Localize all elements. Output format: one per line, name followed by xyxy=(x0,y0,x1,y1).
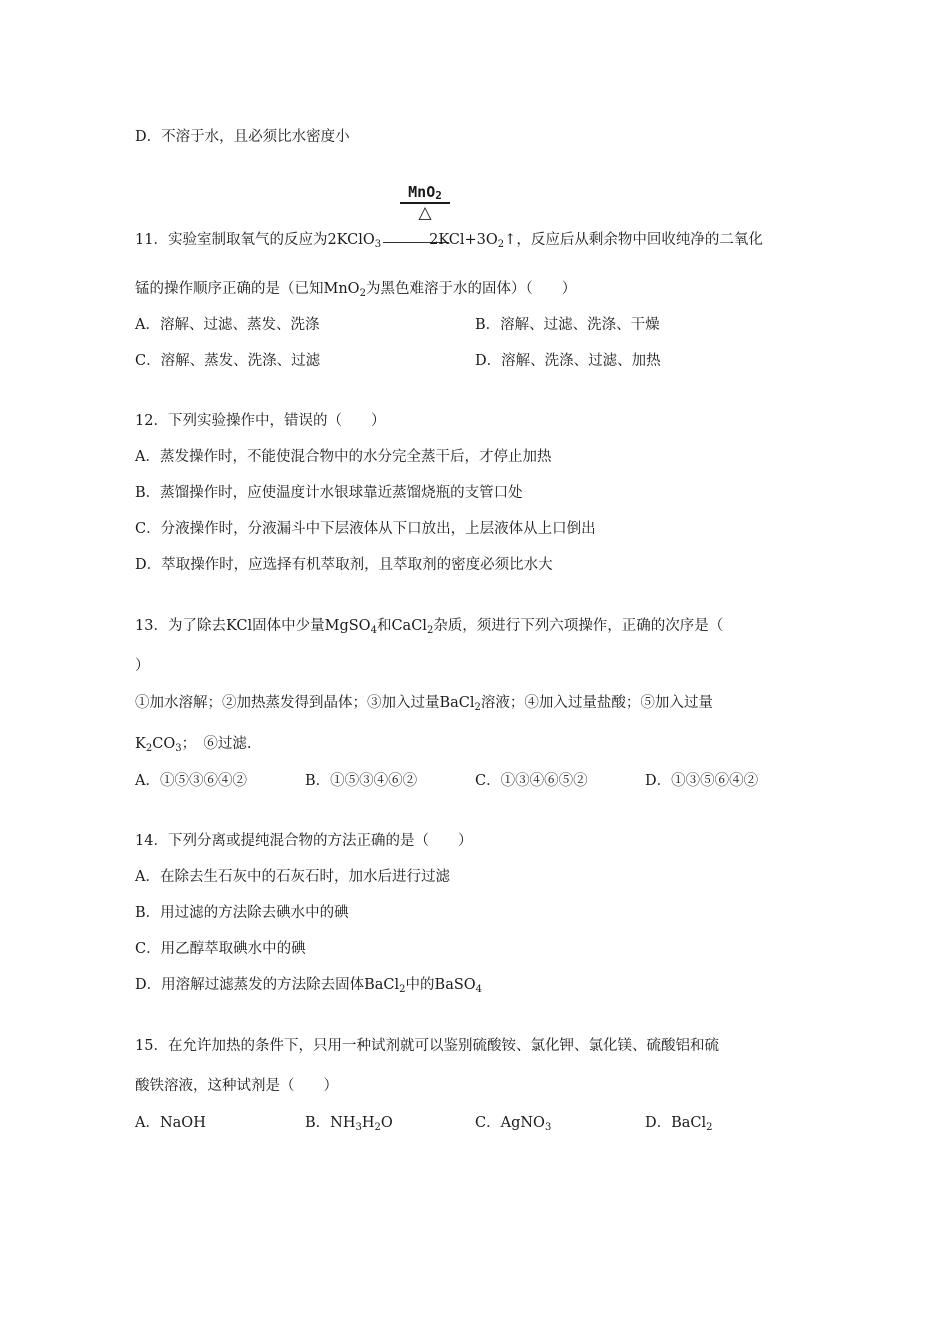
q11-option-b: B．溶解、过滤、洗涤、干燥 xyxy=(475,317,660,333)
q13-option-d: D．①③⑤⑥④② xyxy=(645,773,759,789)
q13-stem-line2: ） xyxy=(135,658,150,674)
q15-option-a: A．NaOH xyxy=(135,1115,206,1131)
q15-option-c: C．AgNO$_3$ xyxy=(475,1115,552,1133)
heat-symbol: △ xyxy=(418,203,432,223)
q14-option-b: B．用过滤的方法除去碘水中的碘 xyxy=(135,905,349,921)
q13-steps-line2: $K_2CO_3$； ⑥过滤. xyxy=(135,736,252,754)
q11-option-d: D．溶解、洗涤、过滤、加热 xyxy=(475,353,661,369)
q15-option-b: B．$NH_3H_2O$ xyxy=(305,1115,393,1133)
q14-stem: 14．下列分离或提纯混合物的方法正确的是（ ） xyxy=(135,833,473,849)
q12-stem: 12．下列实验操作中，错误的（ ） xyxy=(135,413,386,429)
q11-option-c: C．溶解、蒸发、洗涤、过滤 xyxy=(135,353,321,369)
q15-option-d: D．BaCl$_2$ xyxy=(645,1115,713,1133)
q12-option-d: D．萃取操作时，应选择有机萃取剂，且萃取剂的密度必须比水大 xyxy=(135,557,553,573)
q13-option-c: C．①③④⑥⑤② xyxy=(475,773,588,789)
reaction-condition xyxy=(400,184,450,221)
q15-stem-line2: 酸铁溶液，这种试剂是（ ） xyxy=(135,1078,338,1094)
q11-stem-line1: 11．实验室制取氧气的反应为2KClO$_3$ $2KCl+3O_2↑$，反应后从剩余物中回收纯净的二氧化 xyxy=(135,232,763,250)
q15-stem-line1: 15．在允许加热的条件下，只用一种试剂就可以鉴别硫酸铵、氯化钾、氯化镁、硫酸铝和硫 xyxy=(135,1038,719,1054)
q12-option-b: B．蒸馏操作时，应使温度计水银球靠近蒸馏烧瓶的支管口处 xyxy=(135,485,523,501)
q13-option-a: A．①⑤③⑥④② xyxy=(135,773,247,789)
catalyst-label: MnO$_2$ xyxy=(408,183,442,202)
q12-option-c: C．分液操作时，分液漏斗中下层液体从下口放出，上层液体从上口倒出 xyxy=(135,521,596,537)
q14-option-d: D．用溶解过滤蒸发的方法除去固体BaCl$_2$中的BaSO$_4$ xyxy=(135,977,483,995)
q10-option-d-text: D．不溶于水，且必须比水密度小 xyxy=(135,129,350,145)
q13-stem-line1: 13．为了除去KCl固体中少量MgSO$_4$和CaCl$_2$杂质，须进行下列六项操作，正确的次序是（ xyxy=(135,618,724,636)
q14-option-c: C．用乙醇萃取碘水中的碘 xyxy=(135,941,306,957)
q14-option-a: A．在除去生石灰中的石灰石时，加水后进行过滤 xyxy=(135,869,450,885)
q11-option-a: A．溶解、过滤、蒸发、洗涤 xyxy=(135,317,320,333)
q13-option-b: B．①⑤③④⑥② xyxy=(305,773,418,789)
q12-option-a: A．蒸发操作时，不能使混合物中的水分完全蒸干后，才停止加热 xyxy=(135,449,552,465)
q10-option-d xyxy=(135,127,350,147)
q13-steps-line1: ①加水溶解；②加热蒸发得到晶体；③加入过量BaCl$_2$溶液；④加入过量盐酸；⑤加入过量 xyxy=(135,695,713,713)
q11-stem-line2: 锰的操作顺序正确的是（已知MnO$_2$为黑色难溶于水的固体）（ ） xyxy=(135,281,577,299)
